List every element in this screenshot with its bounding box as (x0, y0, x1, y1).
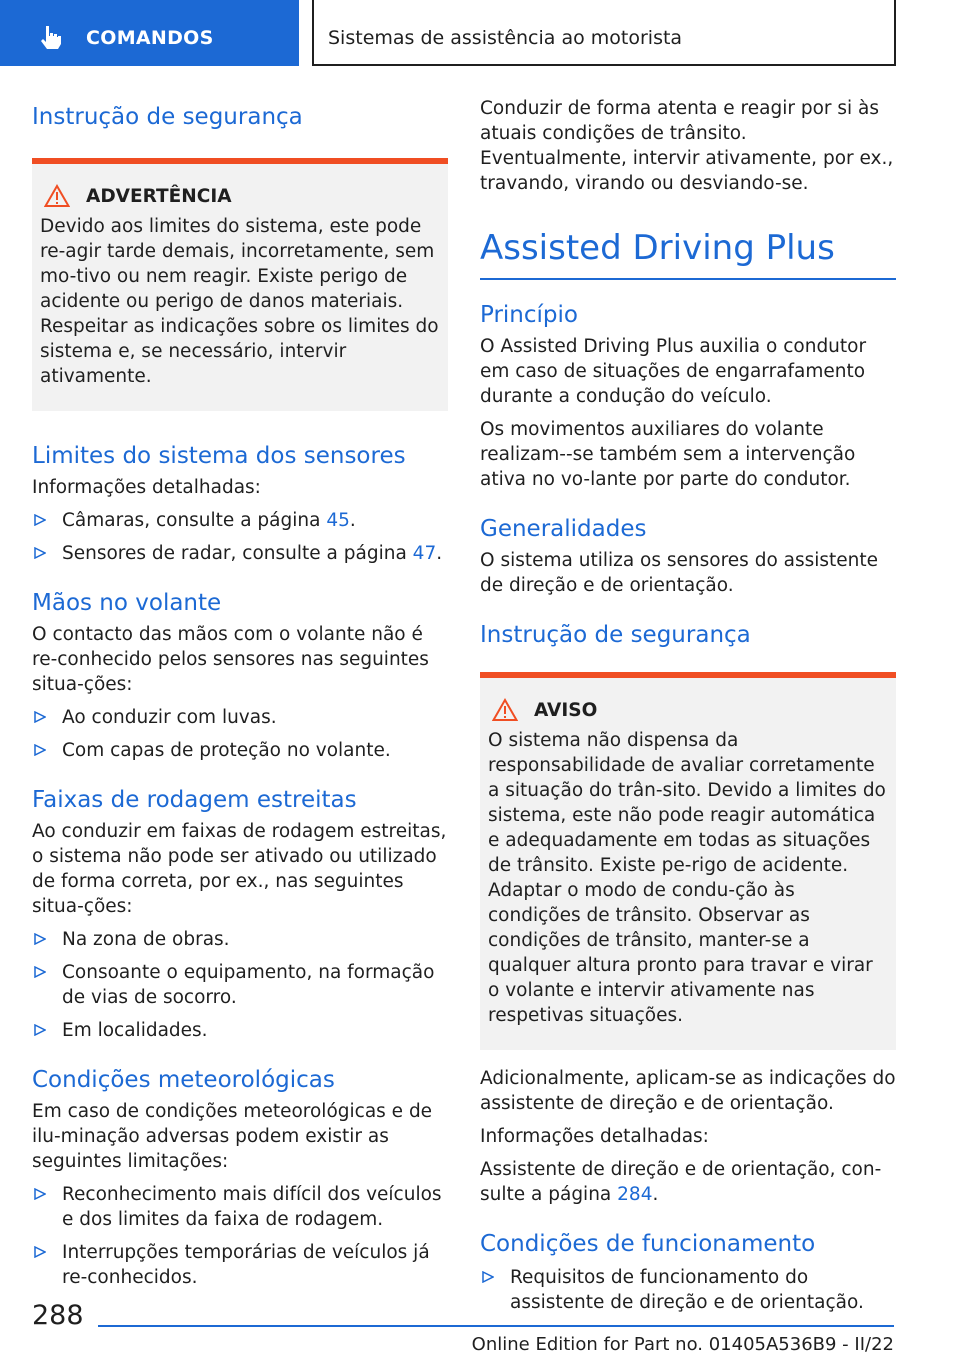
lanes-text: Ao conduzir em faixas de rodagem estreitas, o sistema não pode ser ativado ou utilizado de forma correta, por ex., nas seguintes situa-ções: (32, 821, 447, 917)
intro-text: Conduzir de forma atenta e reagir por si às atuais condições de trânsito. Eventualmente, intervir ativamente, por ex., travando, virando ou desviando-se. (480, 98, 894, 194)
page-link-45[interactable]: 45 (326, 510, 350, 531)
list-item-text: Com capas de proteção no volante. (62, 740, 391, 761)
list-item-text: Em localidades. (62, 1020, 208, 1041)
list-item (32, 1182, 448, 1232)
safety-heading: Instrução de segurança (32, 104, 303, 130)
list-item (32, 738, 448, 763)
warning-label: ADVERTÊNCIA (86, 185, 232, 207)
sensors-heading: Limites do sistema dos sensores (32, 443, 406, 469)
hands-list (32, 705, 448, 763)
principle-text-2: Os movimentos auxiliares do volante realizam--se também sem a intervenção ativa no vo-lante por parte do condutor. (480, 419, 856, 490)
section-tab (0, 0, 299, 66)
triangle-bullet-icon (34, 1024, 46, 1036)
additional-text: Adicionalmente, aplicam-se as indicações do assistente de direção e de orientação. (480, 1068, 896, 1114)
list-item-text: Requisitos de funcionamento do assistente de direção e de orientação. (510, 1267, 864, 1313)
weather-heading: Condições meteorológicas (32, 1067, 335, 1093)
principle-heading: Princípio (480, 302, 578, 328)
notice-header (488, 698, 888, 722)
main-heading: Assisted Driving Plus (480, 226, 896, 280)
hands-text: O contacto das mãos com o volante não é re-conhecido pelos sensores nas seguintes situa-ções: (32, 624, 429, 695)
warning-triangle-icon (492, 698, 518, 722)
notice-box (480, 672, 896, 1050)
hand-pointer-icon (38, 24, 64, 50)
list-item-end: . (436, 543, 443, 564)
sensors-intro: Informações detalhadas: (32, 477, 261, 498)
list-item (32, 1240, 448, 1290)
list-item-text: Na zona de obras. (62, 929, 230, 950)
weather-text: Em caso de condições meteorológicas e de ilu-minação adversas podem existir as seguintes limitações: (32, 1101, 433, 1172)
notice-text: O sistema não dispensa da responsabilidade de avaliar corretamente a situação do trân-sito. Devido a limites do sistema, este não pode reagir automática e adequadamente em todas as situações de trânsito. Existe pe-rigo de acidente. Adaptar o modo de condu-ção às condições de trânsito. Observar as condições de trânsito, manter-se a qualquer altura pronto para travar e virar o volante e intervir ativamente nas respetivas situações. (488, 730, 886, 1026)
lanes-heading: Faixas de rodagem estreitas (32, 787, 357, 813)
triangle-bullet-icon (482, 1271, 494, 1283)
principle-text-1: O Assisted Driving Plus auxilia o condutor em caso de situações de engarrafamento durante a condução do veículo. (480, 336, 867, 407)
triangle-bullet-icon (34, 933, 46, 945)
list-item (32, 541, 448, 566)
hands-heading: Mãos no volante (32, 590, 222, 616)
list-item (32, 960, 448, 1010)
warning-box (32, 158, 448, 411)
list-item-text: Sensores de radar, consulte a página (62, 543, 413, 564)
section-tab-label: COMANDOS (86, 27, 214, 49)
list-item (32, 927, 448, 952)
list-item-text: Reconhecimento mais difícil dos veículos e dos limites da faixa de rodagem. (62, 1184, 442, 1230)
notice-label: AVISO (534, 699, 598, 721)
general-text: O sistema utiliza os sensores do assistente de direção e de orientação. (480, 550, 879, 596)
details-reference (480, 1157, 896, 1207)
footer-divider (98, 1325, 894, 1327)
edition-text: Online Edition for Part no. 01405A536B9 - II/22 (471, 1334, 894, 1355)
list-item-end: . (349, 510, 356, 531)
triangle-bullet-icon (34, 966, 46, 978)
triangle-bullet-icon (34, 1246, 46, 1258)
general-heading: Generalidades (480, 516, 647, 542)
page-footer (0, 1290, 960, 1362)
page-number: 288 (32, 1300, 84, 1331)
page-link-47[interactable]: 47 (412, 543, 437, 564)
page-link-284[interactable]: 284 (617, 1184, 653, 1205)
warning-header (40, 184, 440, 208)
weather-list (32, 1182, 448, 1290)
triangle-bullet-icon (34, 744, 46, 756)
triangle-bullet-icon (34, 1188, 46, 1200)
operating-heading: Condições de funcionamento (480, 1231, 816, 1257)
reference-text: Assistente de direção e de orientação, con-sulte a página (480, 1159, 882, 1205)
warning-text: Devido aos limites do sistema, este pode re-agir tarde demais, incorretamente, sem mo-tivo ou nem reagir. Existe perigo de acidente ou perigo de danos materiais. Respeitar as indicações sobre os limites do sistema e, se necessário, intervir ativamente. (40, 216, 439, 387)
right-column (480, 96, 896, 1323)
left-column (32, 96, 448, 1298)
sensors-list (32, 508, 448, 566)
warning-triangle-icon (44, 184, 70, 208)
list-item-text: Interrupções temporárias de veículos já re-conhecidos. (62, 1242, 430, 1288)
triangle-bullet-icon (34, 547, 46, 559)
reference-end: . (652, 1184, 659, 1205)
list-item-text: Ao conduzir com luvas. (62, 707, 277, 728)
page-header (0, 0, 960, 66)
triangle-bullet-icon (34, 514, 46, 526)
details-intro: Informações detalhadas: (480, 1126, 709, 1147)
list-item-text: Câmaras, consulte a página (62, 510, 327, 531)
triangle-bullet-icon (34, 711, 46, 723)
safety-heading-right: Instrução de segurança (480, 622, 751, 648)
lanes-list (32, 927, 448, 1043)
list-item-text: Consoante o equipamento, na formação de vias de socorro. (62, 962, 435, 1008)
list-item (32, 705, 448, 730)
list-item (32, 1018, 448, 1043)
chapter-title: Sistemas de assistência ao motorista (328, 27, 683, 49)
chapter-header (312, 0, 896, 66)
list-item (32, 508, 448, 533)
